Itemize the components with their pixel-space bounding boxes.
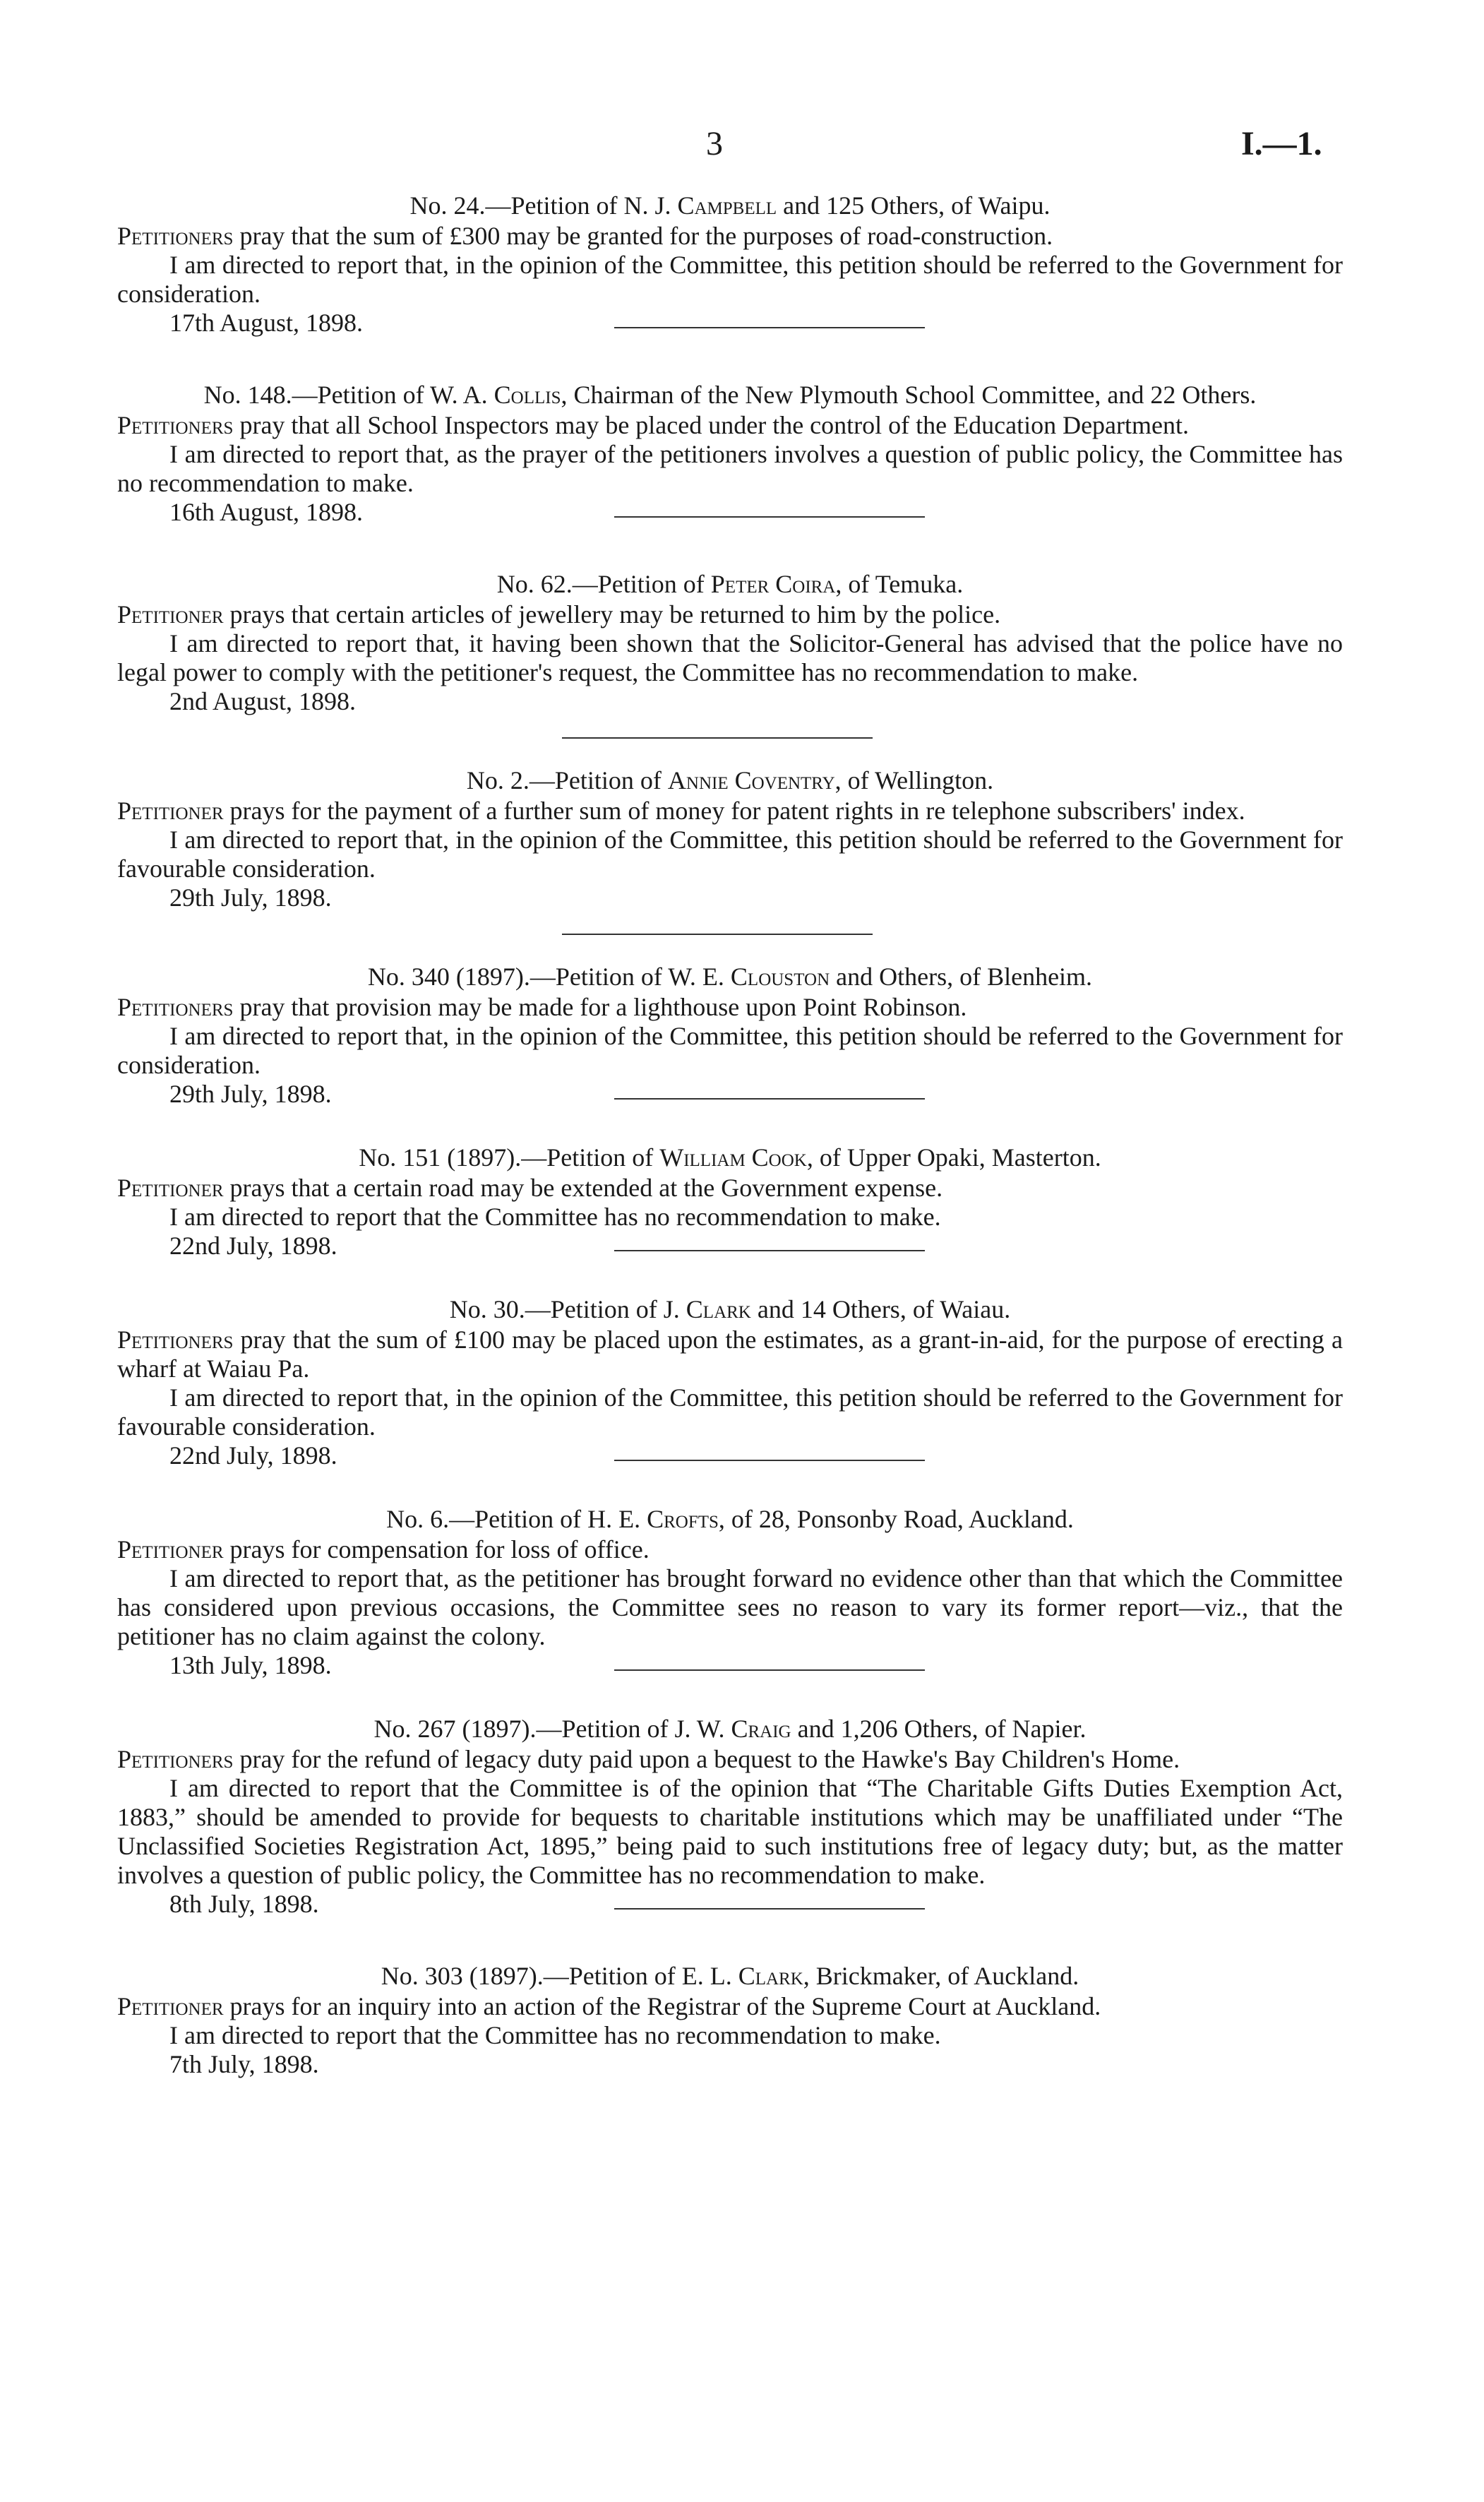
petition-prayer <box>117 222 1343 251</box>
petitioner-name: Peter Coira <box>710 570 836 598</box>
petition-prayer <box>117 993 1343 1022</box>
committee-report: I am directed to report that the Committee is of the opinion that “The Charitable Gifts Duties Exemption Act, 1883,” should be amended to provide for bequests to charitable institutions which may be unaffiliated under “The Unclassified Societies Registration Act, 1895,” being paid to such institutions free of legacy duty; but, as the matter involves a question of public policy, the Committee has no recommendation to make. <box>117 1774 1343 1889</box>
petition-entry <box>117 1961 1343 2079</box>
petition-heading <box>117 962 1343 991</box>
page-number: 3 <box>706 125 723 162</box>
committee-report: I am directed to report that, in the opinion of the Committee, this petition should be referred to the Government for favourable consideration. <box>117 1383 1343 1441</box>
prayer-text: prays for an inquiry into an action of the Registrar of the Supreme Court at Auckland. <box>223 1992 1101 2020</box>
report-date <box>169 1651 1343 1680</box>
divider-rule <box>614 1908 925 1910</box>
heading-text: No. 340 (1897).—Petition of W. E. <box>367 963 731 991</box>
prayer-text: pray that provision may be made for a lighthouse upon Point Robinson. <box>233 993 967 1021</box>
heading-text: No. 267 (1897).—Petition of J. W. <box>373 1715 731 1743</box>
heading-text: , of Temuka. <box>835 570 964 598</box>
petition-lead: Petitioner <box>117 600 224 629</box>
report-date <box>169 1080 1343 1109</box>
committee-report: I am directed to report that, in the opinion of the Committee, this petition should be referred to the Government for consideration. <box>117 1022 1343 1079</box>
petitioner-name: Clark <box>738 1962 803 1990</box>
committee-report: I am directed to report that, in the opinion of the Committee, this petition should be referred to the Government for consideration. <box>117 251 1343 308</box>
petition-lead: Petitioners <box>117 1326 234 1354</box>
heading-text: , of 28, Ponsonby Road, Auckland. <box>718 1505 1074 1533</box>
petition-prayer <box>117 1745 1343 1774</box>
petition-prayer <box>117 797 1343 826</box>
heading-text: No. 148.—Petition of W. A. <box>203 381 494 409</box>
report-date <box>169 883 1343 912</box>
petition-prayer <box>117 411 1343 440</box>
petition-lead: Petitioners <box>117 222 234 250</box>
petitioner-name: William Cook <box>659 1143 807 1172</box>
petitioner-name: Clark <box>686 1295 751 1323</box>
petitioner-name: Collis <box>493 381 561 409</box>
heading-text: and Others, of Blenheim. <box>830 963 1093 991</box>
divider-rule <box>614 516 925 518</box>
petition-heading <box>117 1714 1343 1744</box>
heading-text: No. 303 (1897).—Petition of E. L. <box>381 1962 738 1990</box>
petitioner-name: Crofts <box>647 1505 719 1533</box>
committee-report: I am directed to report that, in the opinion of the Committee, this petition should be referred to the Government for favourable consideration. <box>117 826 1343 883</box>
petition-entry <box>117 962 1343 1109</box>
date-text: 22nd July, 1898. <box>169 1232 337 1260</box>
petition-lead: Petitioners <box>117 993 234 1021</box>
date-text: 2nd August, 1898. <box>169 687 357 715</box>
heading-text: No. 2.—Petition of <box>466 766 668 794</box>
petition-entry <box>117 1504 1343 1680</box>
petition-lead: Petitioners <box>117 1745 234 1773</box>
petition-entry <box>117 1294 1343 1470</box>
petition-entry <box>117 1714 1343 1919</box>
committee-report: I am directed to report that, it having been shown that the Solicitor-General has advised that the police have no legal power to comply with the petitioner's request, the Committee has no recommendation to make. <box>117 629 1343 686</box>
heading-text: , Chairman of the New Plymouth School Committee, and 22 Others. <box>561 381 1257 409</box>
divider-rule <box>614 1098 925 1100</box>
report-date <box>169 498 1343 527</box>
petition-lead: Petitioner <box>117 1535 224 1563</box>
date-text: 17th August, 1898. <box>169 309 364 337</box>
petition-heading <box>117 191 1343 220</box>
divider-rule <box>562 737 873 739</box>
date-text: 8th July, 1898. <box>169 1890 319 1918</box>
petition-entry <box>117 380 1343 527</box>
date-text: 22nd July, 1898. <box>169 1441 337 1470</box>
petition-entry <box>117 191 1343 338</box>
report-date <box>169 309 1343 338</box>
heading-text: No. 151 (1897).—Petition of <box>359 1143 660 1172</box>
petition-prayer <box>117 600 1343 629</box>
heading-text: , of Wellington. <box>834 766 994 794</box>
petition-entry <box>117 766 1343 912</box>
petitioner-name: Clouston <box>730 963 830 991</box>
heading-text: , of Upper Opaki, Masterton. <box>806 1143 1101 1172</box>
petition-heading <box>117 1961 1343 1991</box>
divider-rule <box>614 1669 925 1671</box>
petitioner-name: Craig <box>731 1715 791 1743</box>
date-text: 7th July, 1898. <box>169 2050 319 2078</box>
heading-text: , Brickmaker, of Auckland. <box>803 1962 1079 1990</box>
committee-report: I am directed to report that, as the prayer of the petitioners involves a question of public policy, the Committee has no recommendation to make. <box>117 440 1343 497</box>
petition-prayer <box>117 1992 1343 2021</box>
petitioner-name: Annie Coventry <box>667 766 835 794</box>
document-reference: I.—1. <box>1241 125 1322 162</box>
date-text: 29th July, 1898. <box>169 1080 332 1108</box>
committee-report: I am directed to report that the Committee has no recommendation to make. <box>169 1203 941 1231</box>
petition-prayer <box>117 1326 1343 1383</box>
report-date <box>169 1232 1343 1261</box>
report-date <box>169 1441 1343 1470</box>
committee-report: I am directed to report that the Committee has no recommendation to make. <box>169 2021 941 2049</box>
heading-text: No. 62.—Petition of <box>496 570 711 598</box>
heading-text: and 125 Others, of Waipu. <box>777 191 1051 220</box>
petition-list <box>117 191 1343 2079</box>
prayer-text: pray that all School Inspectors may be placed under the control of the Education Department. <box>233 411 1190 439</box>
petition-heading <box>117 1294 1343 1324</box>
prayer-text: prays for the payment of a further sum of money for patent rights in re telephone subscribers' index. <box>223 797 1245 825</box>
date-text: 29th July, 1898. <box>169 883 332 912</box>
heading-text: No. 24.—Petition of N. J. <box>409 191 678 220</box>
divider-rule <box>614 1460 925 1461</box>
petition-entry <box>117 569 1343 716</box>
prayer-text: prays that certain articles of jewellery may be returned to him by the police. <box>223 600 1001 629</box>
petition-heading <box>117 1143 1343 1172</box>
report-date <box>169 1890 1343 1919</box>
prayer-text: pray that the sum of £300 may be granted for the purposes of road-construction. <box>233 222 1053 250</box>
committee-report: I am directed to report that, as the petitioner has brought forward no evidence other than that which the Committee has considered upon previous occasions, the Committee sees no reason to vary its former report—viz., that the petitioner has no claim against the colony. <box>117 1564 1343 1650</box>
prayer-text: prays for compensation for loss of office. <box>223 1535 650 1563</box>
petition-heading <box>117 380 1343 410</box>
petition-prayer <box>117 1535 1343 1564</box>
prayer-text: pray that the sum of £100 may be placed upon the estimates, as a grant-in-aid, for the purpose of erecting a wharf at Waiau Pa. <box>117 1326 1343 1383</box>
prayer-text: pray for the refund of legacy duty paid upon a bequest to the Hawke's Bay Children's Home. <box>233 1745 1180 1773</box>
petition-heading <box>117 1504 1343 1534</box>
date-text: 16th August, 1898. <box>169 498 364 526</box>
petition-lead: Petitioner <box>117 797 224 825</box>
petition-entry <box>117 1143 1343 1261</box>
petition-lead: Petitioner <box>117 1174 224 1202</box>
divider-rule <box>562 934 873 935</box>
petition-prayer <box>117 1174 1343 1203</box>
petition-heading <box>117 766 1343 795</box>
divider-rule <box>614 327 925 328</box>
petition-lead: Petitioners <box>117 411 234 439</box>
heading-text: and 1,206 Others, of Napier. <box>791 1715 1087 1743</box>
report-date <box>169 687 1343 716</box>
petition-heading <box>117 569 1343 599</box>
date-text: 13th July, 1898. <box>169 1651 332 1679</box>
report-date <box>169 2050 1343 2079</box>
petitioner-name: Campbell <box>677 191 777 220</box>
petition-lead: Petitioner <box>117 1992 224 2020</box>
heading-text: No. 30.—Petition of J. <box>449 1295 686 1323</box>
prayer-text: prays that a certain road may be extended at the Government expense. <box>223 1174 943 1202</box>
heading-text: No. 6.—Petition of H. E. <box>386 1505 647 1533</box>
heading-text: and 14 Others, of Waiau. <box>750 1295 1011 1323</box>
divider-rule <box>614 1250 925 1251</box>
